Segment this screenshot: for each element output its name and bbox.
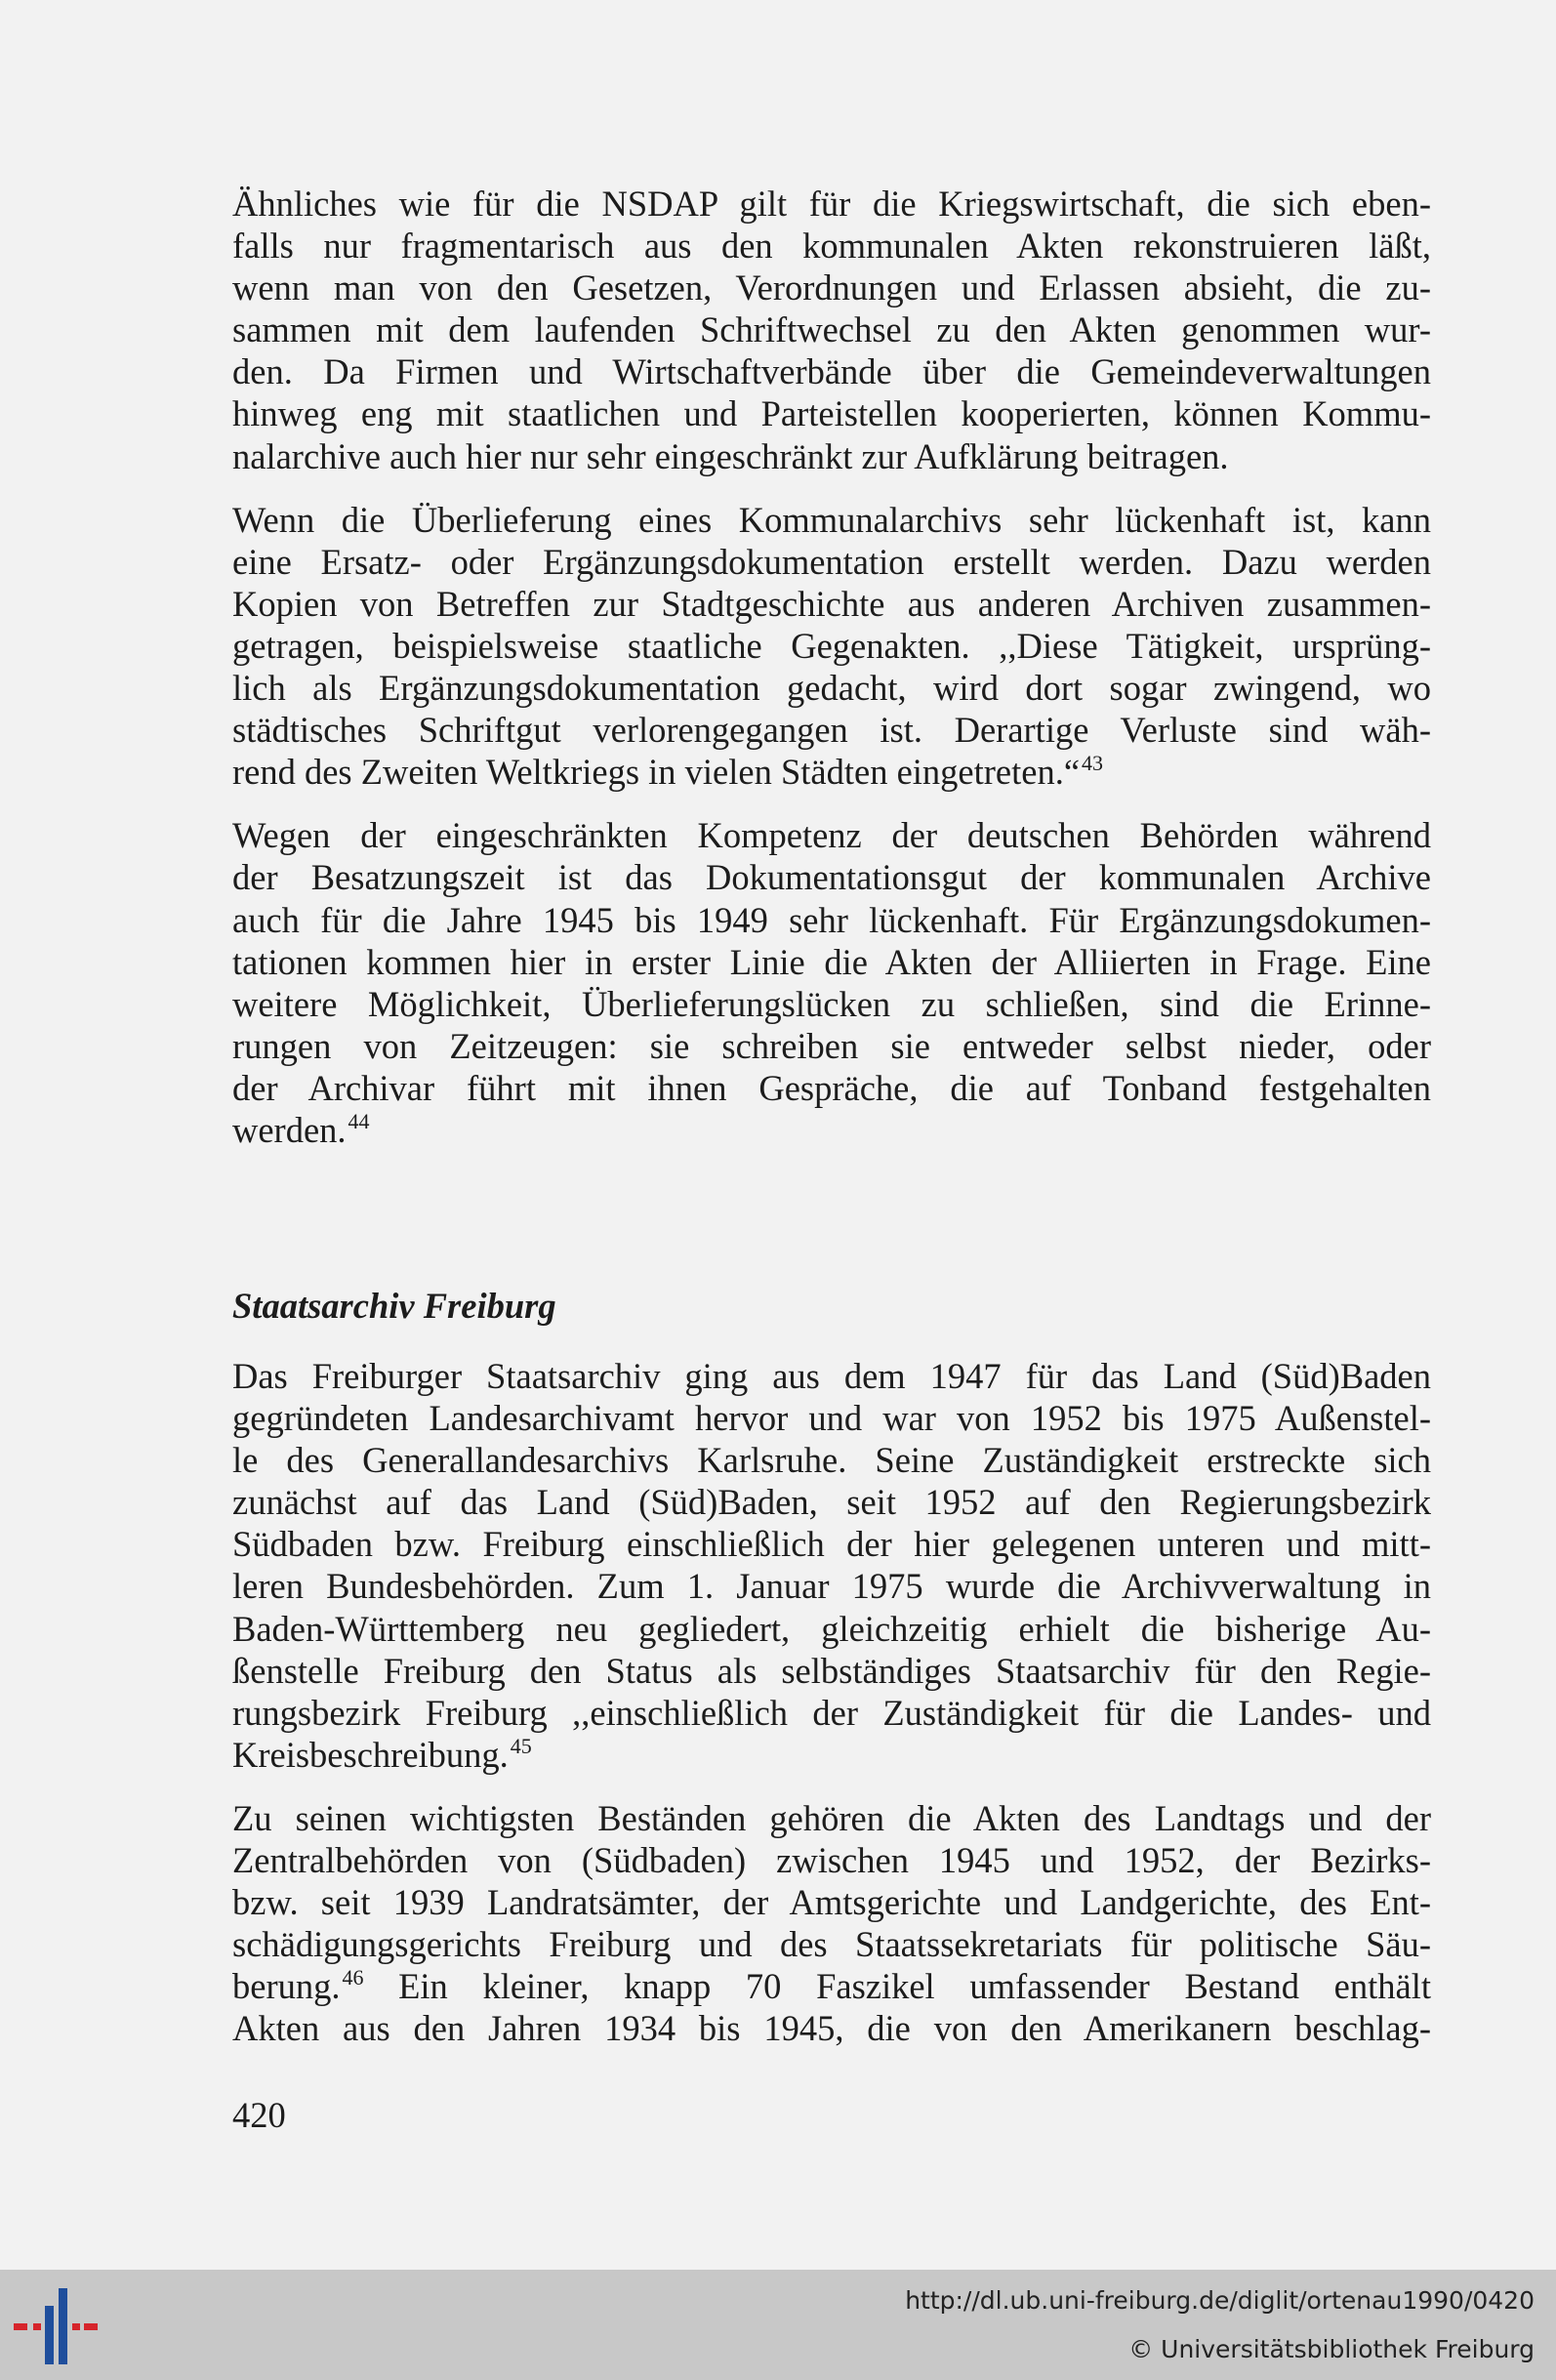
text-line: Wenn die Überlieferung eines Kommunalarchivs sehr lückenhaft ist, kann — [232, 499, 1431, 540]
text-line — [232, 751, 1431, 793]
text-line: schädigungsgerichts Freiburg und des Staatssekretariats für politische Säu- — [232, 1924, 1431, 1965]
footnote-marker: 43 — [1082, 751, 1104, 776]
paragraph-staatsarchiv-geschichte — [232, 1355, 1431, 1776]
text-line: rungen von Zeitzeugen: sie schreiben sie entweder selbst nieder, oder — [232, 1025, 1431, 1066]
section-heading: Staatsarchiv Freiburg — [232, 1286, 556, 1326]
permalink-url[interactable]: http://dl.ub.uni-freiburg.de/diglit/ortenau1990/0420 — [905, 2286, 1535, 2315]
text-line: eine Ersatz- oder Ergänzungsdokumentation erstellt werden. Dazu werden — [232, 541, 1431, 582]
paragraph-ersatzdokumentation — [232, 499, 1431, 794]
body-text-bottom — [232, 1355, 1431, 2050]
text-line-content: rend des Zweiten Weltkriegs in vielen Städten eingetreten.“ — [232, 752, 1081, 793]
text-line: bzw. seit 1939 Landratsämter, der Amtsgerichte und Landgerichte, des Ent- — [232, 1882, 1431, 1923]
text-line: lich als Ergänzungsdokumentation gedacht, wird dort sogar zwingend, wo — [232, 668, 1431, 709]
text-line: leren Bundesbehörden. Zum 1. Januar 1975 wurde die Archivverwaltung in — [232, 1566, 1431, 1607]
text-line: sammen mit dem laufenden Schriftwechsel zu den Akten genommen wur- — [232, 309, 1431, 350]
text-line: Baden-Württemberg neu gegliedert, gleichzeitig erhielt die bisherige Au- — [232, 1608, 1431, 1649]
text-line: auch für die Jahre 1945 bis 1949 sehr lückenhaft. Für Ergänzungsdokumen- — [232, 899, 1431, 940]
text-line: der Archivar führt mit ihnen Gespräche, die auf Tonband festgehalten — [232, 1067, 1431, 1108]
text-line: den. Da Firmen und Wirtschaftverbände über die Gemeindeverwaltungen — [232, 351, 1431, 392]
copyright-notice: © Universitätsbibliothek Freiburg — [1128, 2335, 1535, 2363]
text-line: gegründeten Landesarchivamt hervor und war von 1952 bis 1975 Außenstel- — [232, 1398, 1431, 1439]
text-line: der Besatzungszeit ist das Dokumentationsgut der kommunalen Archive — [232, 857, 1431, 898]
text-line-content: Ein kleiner, knapp 70 Faszikel umfassender Bestand enthält — [363, 1966, 1431, 2007]
paragraph-bestaende — [232, 1797, 1431, 2050]
footnote-marker: 45 — [510, 1733, 532, 1758]
text-line: Zentralbehörden von (Südbaden) zwischen 1945 und 1952, der Bezirks- — [232, 1840, 1431, 1881]
text-line: falls nur fragmentarisch aus den kommunalen Akten rekonstruieren läßt, — [232, 226, 1431, 267]
text-line: städtisches Schriftgut verlorengegangen ist. Derartige Verluste sind wäh- — [232, 710, 1431, 751]
page-number: 420 — [232, 2095, 286, 2135]
text-line-content: werden. — [232, 1109, 347, 1150]
text-line: Das Freiburger Staatsarchiv ging aus dem 1947 für das Land (Süd)Baden — [232, 1356, 1431, 1396]
footnote-marker: 46 — [342, 1965, 364, 1990]
text-line-content: Kreisbeschreibung. — [232, 1734, 509, 1775]
paragraph-besatzungszeit — [232, 814, 1431, 1151]
text-line: rungsbezirk Freiburg ,,einschließlich der Zuständigkeit für die Landes- und — [232, 1692, 1431, 1733]
text-line — [232, 1734, 1431, 1776]
text-line: hinweg eng mit staatlichen und Parteistellen kooperierten, können Kommu- — [232, 393, 1431, 434]
text-line-content: berung. — [232, 1966, 341, 2007]
text-line: nalarchive auch hier nur sehr eingeschränkt zur Aufklärung beitragen. — [232, 435, 1229, 476]
paragraph-kriegswirtschaft — [232, 183, 1431, 477]
text-line: Akten aus den Jahren 1934 bis 1945, die von den Amerikanern beschlag- — [232, 2008, 1431, 2049]
text-line — [232, 1965, 1431, 2007]
text-line: Ähnliches wie für die NSDAP gilt für die Kriegswirtschaft, die sich eben- — [232, 184, 1431, 224]
body-text-top — [232, 183, 1431, 1151]
text-line: tationen kommen hier in erster Linie die Akten der Alliierten in Frage. Eine — [232, 941, 1431, 982]
text-line: Südbaden bzw. Freiburg einschließlich der hier gelegenen unteren und mitt- — [232, 1524, 1431, 1565]
text-line: le des Generallandesarchivs Karlsruhe. Seine Zuständigkeit erstreckte sich — [232, 1440, 1431, 1481]
text-line: weitere Möglichkeit, Überlieferungslücken zu schließen, sind die Erinne- — [232, 983, 1431, 1024]
text-line: ßenstelle Freiburg den Status als selbständiges Staatsarchiv für den Regie- — [232, 1650, 1431, 1691]
text-line — [232, 1109, 1431, 1151]
text-line: Kopien von Betreffen zur Stadtgeschichte aus anderen Archiven zusammen- — [232, 583, 1431, 624]
text-line: zunächst auf das Land (Süd)Baden, seit 1952 auf den Regierungsbezirk — [232, 1482, 1431, 1523]
text-line: getragen, beispielsweise staatliche Gegenakten. ,,Diese Tätigkeit, ursprüng- — [232, 625, 1431, 666]
text-line: wenn man von den Gesetzen, Verordnungen und Erlassen absieht, die zu- — [232, 267, 1431, 308]
text-line: Wegen der eingeschränkten Kompetenz der deutschen Behörden während — [232, 815, 1431, 856]
footnote-marker: 44 — [348, 1108, 370, 1133]
text-line: Zu seinen wichtigsten Beständen gehören die Akten des Landtags und der — [232, 1797, 1431, 1838]
ub-freiburg-logo-icon — [14, 2284, 102, 2368]
